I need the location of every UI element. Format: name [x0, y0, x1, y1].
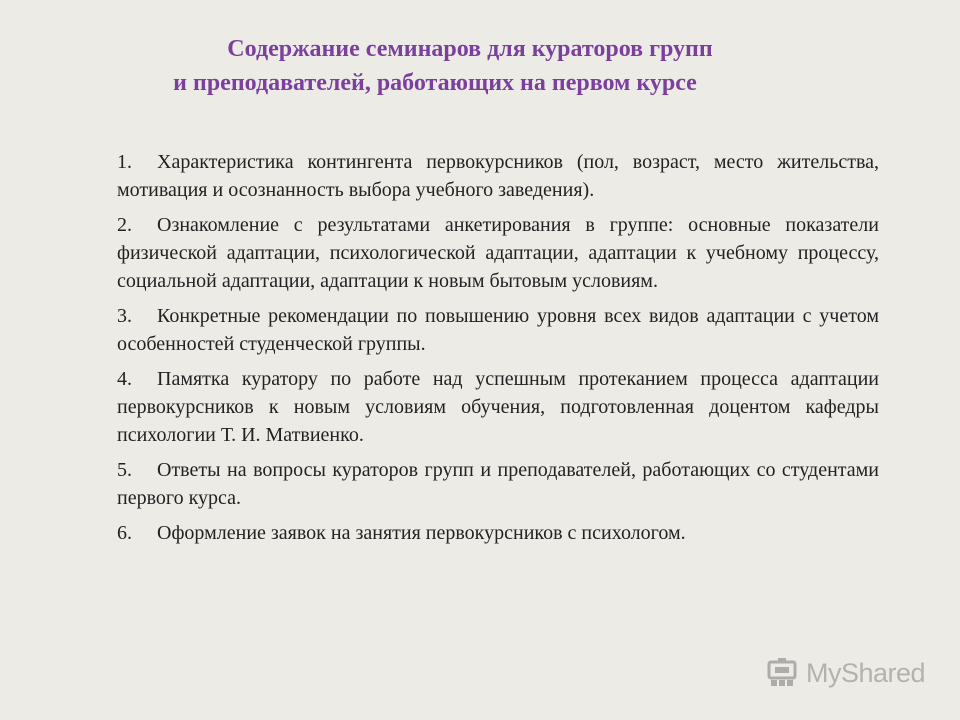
slide-title	[80, 32, 860, 100]
list-item	[117, 365, 879, 449]
list-item-text: Ознакомление с результатами анкетирования в группе: основные показатели физической адаптации, психологической адаптации, адаптации к учебному процессу, социальной адаптации, адаптации к новым бытовым условиям.	[117, 214, 879, 292]
list-item-number: 1.	[117, 151, 132, 173]
slide-title-line-1: Содержание семинаров для кураторов групп	[227, 36, 713, 62]
myshared-logo-icon	[766, 656, 800, 690]
list-item	[117, 456, 879, 512]
list-item-text: Оформление заявок на занятия первокурсников с психологом.	[157, 522, 686, 544]
list-item-number: 5.	[117, 459, 132, 481]
list-item-text: Характеристика контингента первокурсников (пол, возраст, место жительства, мотивация и осознанность выбора учебного заведения).	[117, 151, 879, 201]
list-item	[117, 211, 879, 295]
list-item-text: Памятка куратору по работе над успешным протеканием процесса адаптации первокурсников к новым условиям обучения, подготовленная доцентом кафедры психологии Т. И. Матвиенко.	[117, 368, 879, 446]
list-item-number: 3.	[117, 305, 132, 327]
myshared-watermark-text: MyShared	[806, 657, 926, 688]
seminar-topics-list	[117, 148, 879, 554]
list-item-number: 6.	[117, 522, 132, 544]
list-item-number: 4.	[117, 368, 132, 390]
list-item-text: Конкретные рекомендации по повышению уровня всех видов адаптации с учетом особенностей студенческой группы.	[117, 305, 879, 355]
list-item-number: 2.	[117, 214, 132, 236]
list-item	[117, 519, 879, 547]
slide-title-line-2: и преподавателей, работающих на первом курсе	[173, 70, 697, 96]
list-item	[117, 302, 879, 358]
myshared-watermark	[766, 655, 925, 691]
list-item	[117, 148, 879, 204]
list-item-text: Ответы на вопросы кураторов групп и преподавателей, работающих со студентами первого курса.	[117, 459, 879, 509]
